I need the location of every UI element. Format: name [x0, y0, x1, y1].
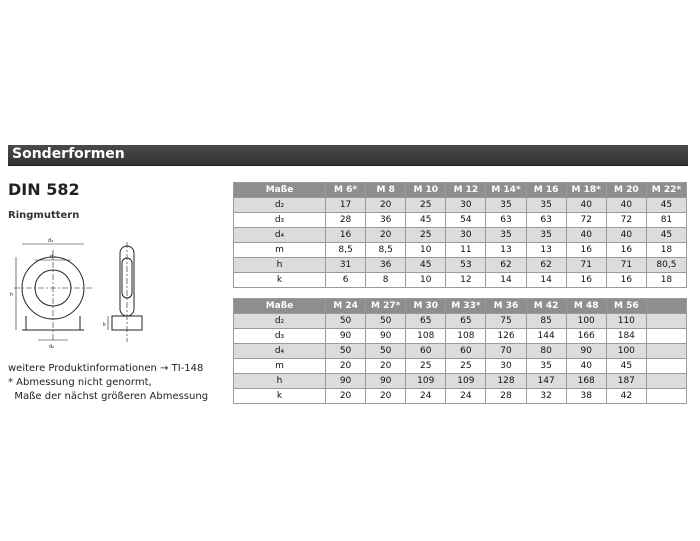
column-header: M 14* — [486, 183, 526, 198]
section-header-bar — [8, 145, 688, 166]
table-cell: 45 — [406, 213, 446, 228]
table-cell: 72 — [606, 213, 646, 228]
table-cell — [646, 329, 686, 344]
table-cell: 30 — [446, 228, 486, 243]
table-cell: 18 — [646, 243, 686, 258]
table-cell: 60 — [406, 344, 446, 359]
column-header: M 30 — [406, 299, 446, 314]
table-row — [234, 258, 687, 273]
column-header: M 6* — [326, 183, 366, 198]
table-cell: 72 — [566, 213, 606, 228]
note-line: * Abmessung nicht genormt, — [8, 377, 152, 388]
table-cell: 6 — [326, 273, 366, 288]
column-header: M 18* — [566, 183, 606, 198]
row-label: k — [234, 389, 326, 404]
column-header: M 36 — [486, 299, 526, 314]
column-header: M 56 — [606, 299, 646, 314]
dim-label-d3: d₃ — [48, 238, 54, 244]
table-cell: 11 — [446, 243, 486, 258]
dimension-table-1 — [233, 182, 687, 288]
table-cell: 187 — [606, 374, 646, 389]
table-cell: 168 — [566, 374, 606, 389]
column-header: M 10 — [406, 183, 446, 198]
dimension-table-2 — [233, 298, 687, 404]
table-cell: 35 — [526, 198, 566, 213]
table-cell: 54 — [446, 213, 486, 228]
ring-nut-drawing — [8, 238, 148, 353]
note-line: Maße der nächst größeren Abmessung — [8, 391, 209, 402]
table-cell: 144 — [526, 329, 566, 344]
table-cell: 40 — [606, 228, 646, 243]
row-label: d₃ — [234, 213, 326, 228]
table-cell: 35 — [486, 198, 526, 213]
table-cell: 20 — [366, 228, 406, 243]
table-cell: 10 — [406, 243, 446, 258]
table-row — [234, 359, 687, 374]
table-cell: 17 — [326, 198, 366, 213]
row-label: d₂ — [234, 198, 326, 213]
table-cell: 35 — [526, 228, 566, 243]
table-cell — [646, 389, 686, 404]
table-cell: 90 — [326, 374, 366, 389]
table-cell: 16 — [566, 243, 606, 258]
table-cell: 8 — [366, 273, 406, 288]
table-cell: 10 — [406, 273, 446, 288]
column-header: M 48 — [566, 299, 606, 314]
row-label: d₄ — [234, 344, 326, 359]
table-cell: 81 — [646, 213, 686, 228]
table-cell: 100 — [606, 344, 646, 359]
table-cell: 13 — [526, 243, 566, 258]
table-cell: 65 — [446, 314, 486, 329]
table-row — [234, 314, 687, 329]
table-cell: 50 — [366, 314, 406, 329]
table-cell: 25 — [446, 359, 486, 374]
row-label: k — [234, 273, 326, 288]
table-cell: 20 — [366, 198, 406, 213]
table-cell: 16 — [606, 243, 646, 258]
table-cell: 36 — [366, 213, 406, 228]
table-cell — [646, 374, 686, 389]
column-header: M 27* — [366, 299, 406, 314]
table-cell: 75 — [486, 314, 526, 329]
dim-label-d4: d₄ — [50, 254, 56, 260]
table-cell: 90 — [366, 329, 406, 344]
table-cell: 63 — [526, 213, 566, 228]
table-cell: 25 — [406, 228, 446, 243]
table-cell: 126 — [486, 329, 526, 344]
table-cell: 20 — [326, 389, 366, 404]
table-cell: 45 — [606, 359, 646, 374]
table-cell: 38 — [566, 389, 606, 404]
standard-title: DIN 582 — [8, 180, 80, 199]
standard-subtitle: Ringmuttern — [8, 210, 80, 221]
row-label: m — [234, 243, 326, 258]
table-row — [234, 273, 687, 288]
table-cell: 8,5 — [326, 243, 366, 258]
table-row — [234, 374, 687, 389]
table-row — [234, 329, 687, 344]
table-cell: 16 — [326, 228, 366, 243]
product-notes — [8, 362, 208, 404]
table-cell: 12 — [446, 273, 486, 288]
column-header — [646, 299, 686, 314]
table-header-row — [234, 183, 687, 198]
note-line: weitere Produktinformationen → TI-148 — [8, 363, 204, 374]
column-header: M 22* — [646, 183, 686, 198]
table-cell: 166 — [566, 329, 606, 344]
table-cell — [646, 359, 686, 374]
table-cell: 65 — [406, 314, 446, 329]
table-cell: 184 — [606, 329, 646, 344]
dim-label-h: h — [10, 292, 14, 298]
table-row — [234, 389, 687, 404]
column-header: M 33* — [446, 299, 486, 314]
table-cell: 20 — [326, 359, 366, 374]
table-cell: 40 — [566, 228, 606, 243]
table-cell: 50 — [326, 314, 366, 329]
table-cell: 35 — [526, 359, 566, 374]
table-cell: 90 — [566, 344, 606, 359]
table-row — [234, 344, 687, 359]
table-header-row — [234, 299, 687, 314]
table-cell: 14 — [526, 273, 566, 288]
column-header: M 12 — [446, 183, 486, 198]
table-cell: 40 — [606, 198, 646, 213]
table-cell: 45 — [646, 228, 686, 243]
table-cell: 30 — [486, 359, 526, 374]
table-cell: 8,5 — [366, 243, 406, 258]
table-cell: 108 — [446, 329, 486, 344]
table-row — [234, 198, 687, 213]
table-row — [234, 228, 687, 243]
table-cell: 109 — [446, 374, 486, 389]
table-cell: 90 — [366, 374, 406, 389]
table-cell: 42 — [606, 389, 646, 404]
table-cell: 50 — [326, 344, 366, 359]
table-cell: 128 — [486, 374, 526, 389]
table-cell: 100 — [566, 314, 606, 329]
column-header: M 16 — [526, 183, 566, 198]
table-cell: 32 — [526, 389, 566, 404]
column-header: Maße — [234, 299, 326, 314]
table-cell: 110 — [606, 314, 646, 329]
table-cell: 20 — [366, 389, 406, 404]
table-cell: 70 — [486, 344, 526, 359]
table-cell: 40 — [566, 198, 606, 213]
table-cell: 16 — [566, 273, 606, 288]
section-title: Sonderformen — [12, 146, 125, 162]
table-cell: 28 — [486, 389, 526, 404]
table-cell: 24 — [446, 389, 486, 404]
table-cell: 35 — [486, 228, 526, 243]
table-cell: 147 — [526, 374, 566, 389]
table-cell: 30 — [446, 198, 486, 213]
table-cell: 80 — [526, 344, 566, 359]
table-cell: 14 — [486, 273, 526, 288]
table-cell: 18 — [646, 273, 686, 288]
table-cell: 24 — [406, 389, 446, 404]
table-cell: 13 — [486, 243, 526, 258]
table-cell: 90 — [326, 329, 366, 344]
table-cell: 109 — [406, 374, 446, 389]
row-label: d₃ — [234, 329, 326, 344]
column-header: M 24 — [326, 299, 366, 314]
row-label: h — [234, 374, 326, 389]
table-cell: 63 — [486, 213, 526, 228]
row-label: d₄ — [234, 228, 326, 243]
column-header: Maße — [234, 183, 326, 198]
table-cell: 16 — [606, 273, 646, 288]
table-cell: 40 — [566, 359, 606, 374]
table-cell: 62 — [526, 258, 566, 273]
table-cell: 53 — [446, 258, 486, 273]
dim-label-k: k — [103, 322, 106, 328]
table-cell: 85 — [526, 314, 566, 329]
table-cell: 50 — [366, 344, 406, 359]
table-cell: 62 — [486, 258, 526, 273]
table-cell: 31 — [326, 258, 366, 273]
table-cell: 71 — [566, 258, 606, 273]
table-cell — [646, 344, 686, 359]
row-label: m — [234, 359, 326, 374]
table-cell: 80,5 — [646, 258, 686, 273]
table-cell: 108 — [406, 329, 446, 344]
table-row — [234, 243, 687, 258]
row-label: h — [234, 258, 326, 273]
table-cell: 36 — [366, 258, 406, 273]
table-cell: 71 — [606, 258, 646, 273]
column-header: M 42 — [526, 299, 566, 314]
table-cell: 28 — [326, 213, 366, 228]
table-cell: 45 — [646, 198, 686, 213]
table-cell: 45 — [406, 258, 446, 273]
dim-label-d2: d₂ — [49, 344, 55, 350]
column-header: M 20 — [606, 183, 646, 198]
table-cell: 20 — [366, 359, 406, 374]
table-cell — [646, 314, 686, 329]
table-row — [234, 213, 687, 228]
table-cell: 25 — [406, 198, 446, 213]
column-header: M 8 — [366, 183, 406, 198]
table-cell: 60 — [446, 344, 486, 359]
row-label: d₂ — [234, 314, 326, 329]
table-cell: 25 — [406, 359, 446, 374]
